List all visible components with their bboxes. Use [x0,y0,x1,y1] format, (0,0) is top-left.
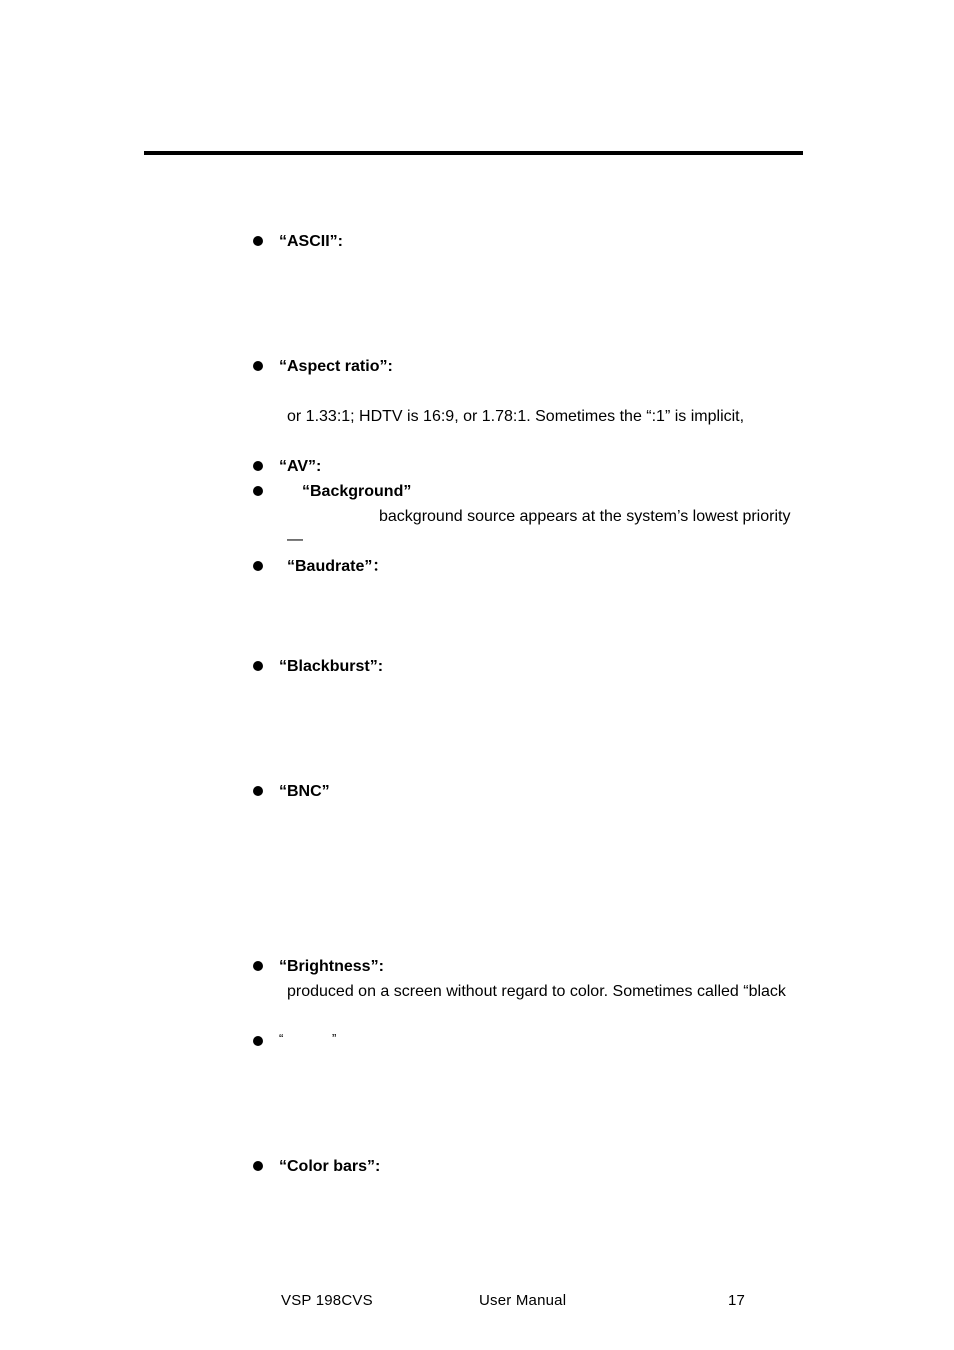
brightness-text: produced on a screen without regard to color. Sometimes called “black [287,983,786,1000]
bullet-icon [253,236,263,246]
term-bnc: “BNC” [279,783,330,800]
footer-page-number: 17 [728,1292,746,1309]
aspect-ratio-text: or 1.33:1; HDTV is 16:9, or 1.78:1. Sometimes the “:1” is implicit, [287,408,745,425]
bullet-icon [253,1036,263,1046]
term-aspect-ratio: “Aspect ratio”: [279,358,393,375]
close-quote: ” [332,1031,337,1046]
term-ascii: “ASCII”: [279,233,343,250]
term-background: “Background” [302,483,412,500]
term-blackburst: “Blackburst”: [279,658,384,675]
footer-doc-title: User Manual [479,1292,567,1309]
background-text: background source appears at the system’s lowest priority [379,508,791,525]
bullet-icon [253,961,263,971]
term-baudrate: “Baudrate”： [287,558,389,575]
open-quote: “ [279,1031,284,1046]
term-brightness: “Brightness”: [279,958,384,975]
background-dash: — [287,531,303,548]
bullet-icon [253,361,263,371]
term-color-bars: “Color bars”: [279,1158,381,1175]
bullet-icon [253,461,263,471]
bullet-icon [253,786,263,796]
bullet-icon [253,1161,263,1171]
footer-model: VSP 198CVS [281,1292,373,1309]
bullet-icon [253,661,263,671]
bullet-icon [253,486,263,496]
term-av: “AV”: [279,458,322,475]
bullet-icon [253,561,263,571]
header-rule [144,151,803,155]
